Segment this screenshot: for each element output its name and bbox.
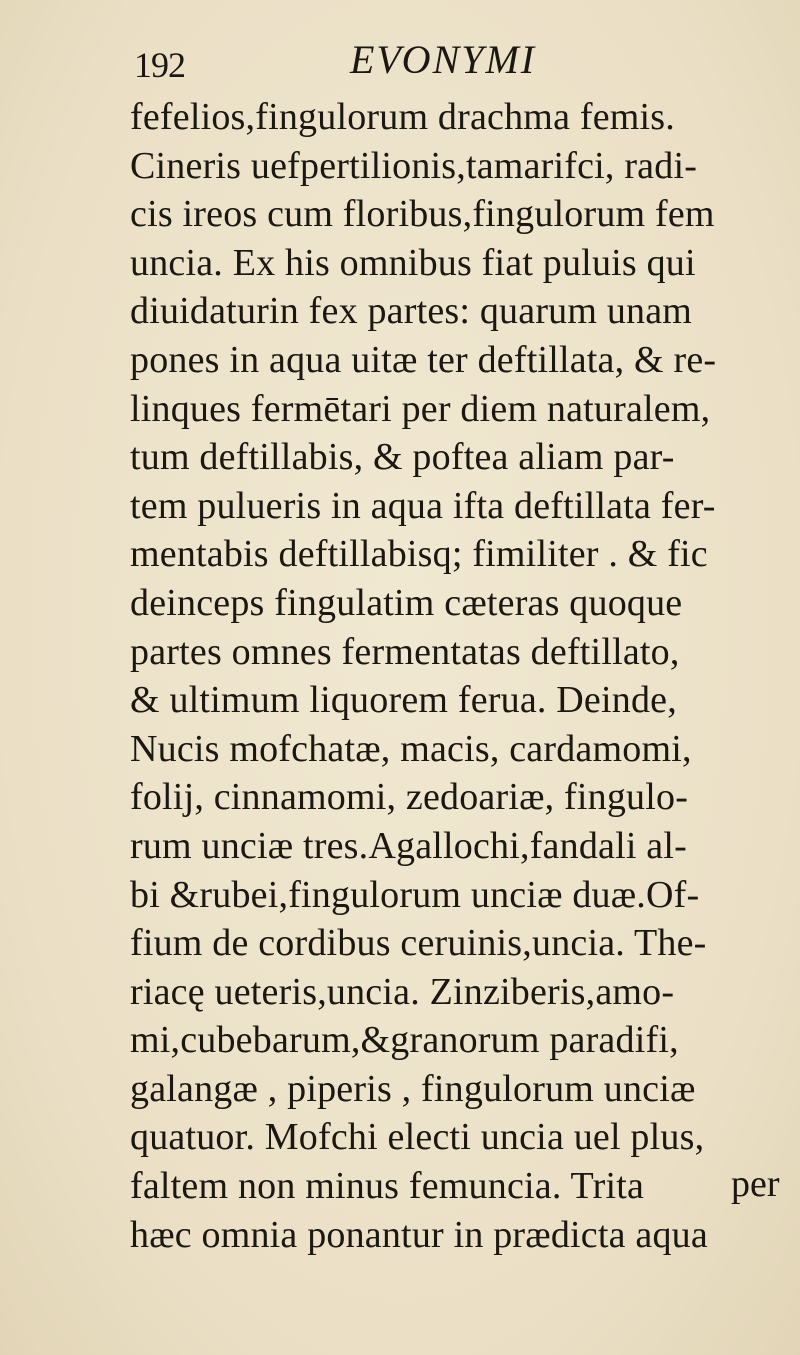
text-line: Cineris uefpertilionis,tamarifci, radi-	[130, 144, 698, 187]
text-line: mi,cubebarum,&granorum paradifi,	[130, 1019, 679, 1062]
text-line: bi &rubei,fingulorum unciæ duæ.Of-	[130, 873, 700, 916]
text-line: hæc omnia ponantur in prædicta aqua	[130, 1213, 708, 1256]
text-line: partes omnes fermentatas deftillato,	[130, 630, 680, 673]
text-line: fium de cordibus ceruinis,uncia. The-	[130, 922, 707, 965]
catchword: per	[731, 1163, 780, 1205]
text-line: riacę ueteris,uncia. Zinziberis,amo-	[130, 970, 675, 1013]
page-number: 192	[134, 45, 185, 85]
running-head: EVONYMI	[350, 37, 537, 82]
body-text	[130, 93, 790, 1259]
text-line: uncia. Ex his omnibus fiat puluis qui	[130, 241, 696, 284]
text-line: faltem non minus femuncia. Trita	[130, 1165, 645, 1208]
text-line: galangæ , piperis , fingulorum unciæ	[130, 1067, 696, 1110]
text-line: diuidaturin fex partes: quarum unam	[130, 290, 693, 333]
text-line: rum unciæ tres.Agallochi,fandali al-	[130, 824, 687, 867]
text-line: mentabis deftillabisq; fimiliter . & fic	[130, 533, 708, 576]
text-line: cis ireos cum floribus,fingulorum fem	[130, 193, 715, 236]
text-line: quatuor. Mofchi electi uncia uel plus,	[130, 1116, 705, 1159]
text-line: & ultimum liquorem ferua. Deinde,	[130, 679, 677, 722]
text-line: pones in aqua uitæ ter deftillata, & re-	[130, 338, 717, 381]
text-line: linques fermētari per diem naturalem,	[130, 387, 711, 430]
text-line: tum deftillabis, & poftea aliam par-	[130, 436, 675, 479]
text-line: deinceps fingulatim cæteras quoque	[130, 581, 683, 624]
text-line: Nucis mofchatæ, macis, cardamomi,	[130, 727, 692, 770]
text-line: tem pulueris in aqua ifta deftillata fer-	[130, 484, 716, 527]
text-line: fefelios,fingulorum drachma femis.	[130, 96, 675, 138]
text-line: folij, cinnamomi, zedoariæ, fingulo-	[130, 776, 689, 819]
